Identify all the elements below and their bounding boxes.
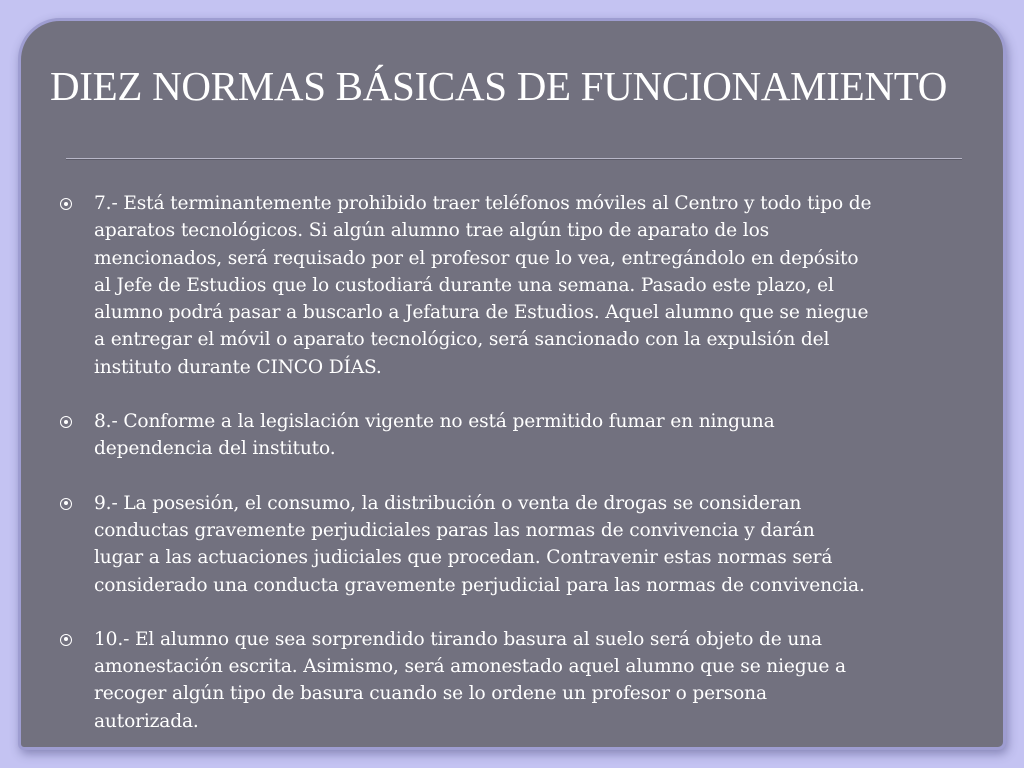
- rule-text-9: 9.- La posesión, el consumo, la distribución o venta de drogas se consideran conductas gravemente perjudiciales paras las normas de convivencia y darán lugar a las actuaciones judiciales que procedan. Contravenir estas normas será considerado una conducta gravemente perjudicial para las normas de convivencia.: [94, 492, 865, 596]
- circle-dot-bullet-icon: [60, 416, 72, 428]
- rule-text-8: 8.- Conforme a la legislación vigente no está permitido fumar en ninguna dependencia del instituto.: [94, 411, 775, 460]
- rule-item-8: [58, 408, 978, 463]
- rule-item-10: [58, 626, 978, 735]
- rule-item-7: [58, 190, 978, 381]
- slide-title: DIEZ NORMAS BÁSICAS DE FUNCIONAMIENTO: [50, 63, 948, 109]
- rules-list: [58, 190, 978, 762]
- rule-text-10: 10.- El alumno que sea sorprendido tirando basura al suelo será objeto de una amonestación escrita. Asimismo, será amonestado aquel alumno que se niegue a recoger algún tipo de basura cuando se lo ordene un profesor o persona autorizada.: [94, 628, 846, 732]
- title-divider: [66, 158, 962, 160]
- rule-text-7: 7.- Está terminantemente prohibido traer teléfonos móviles al Centro y todo tipo de aparatos tecnológicos. Si algún alumno trae algún tipo de aparato de los mencionados, será requisado por el profesor que lo vea, entregándolo en depósito al Jefe de Estudios que lo custodiará durante una semana. Pasado este plazo, el alumno podrá pasar a buscarlo a Jefatura de Estudios. Aquel alumno que se niegue a entregar el móvil o aparato tecnológico, será sancionado con la expulsión del instituto durante CINCO DÍAS.: [94, 193, 872, 378]
- circle-dot-bullet-icon: [60, 634, 72, 646]
- rule-item-9: [58, 490, 978, 599]
- circle-dot-bullet-icon: [60, 498, 72, 510]
- circle-dot-bullet-icon: [60, 198, 72, 210]
